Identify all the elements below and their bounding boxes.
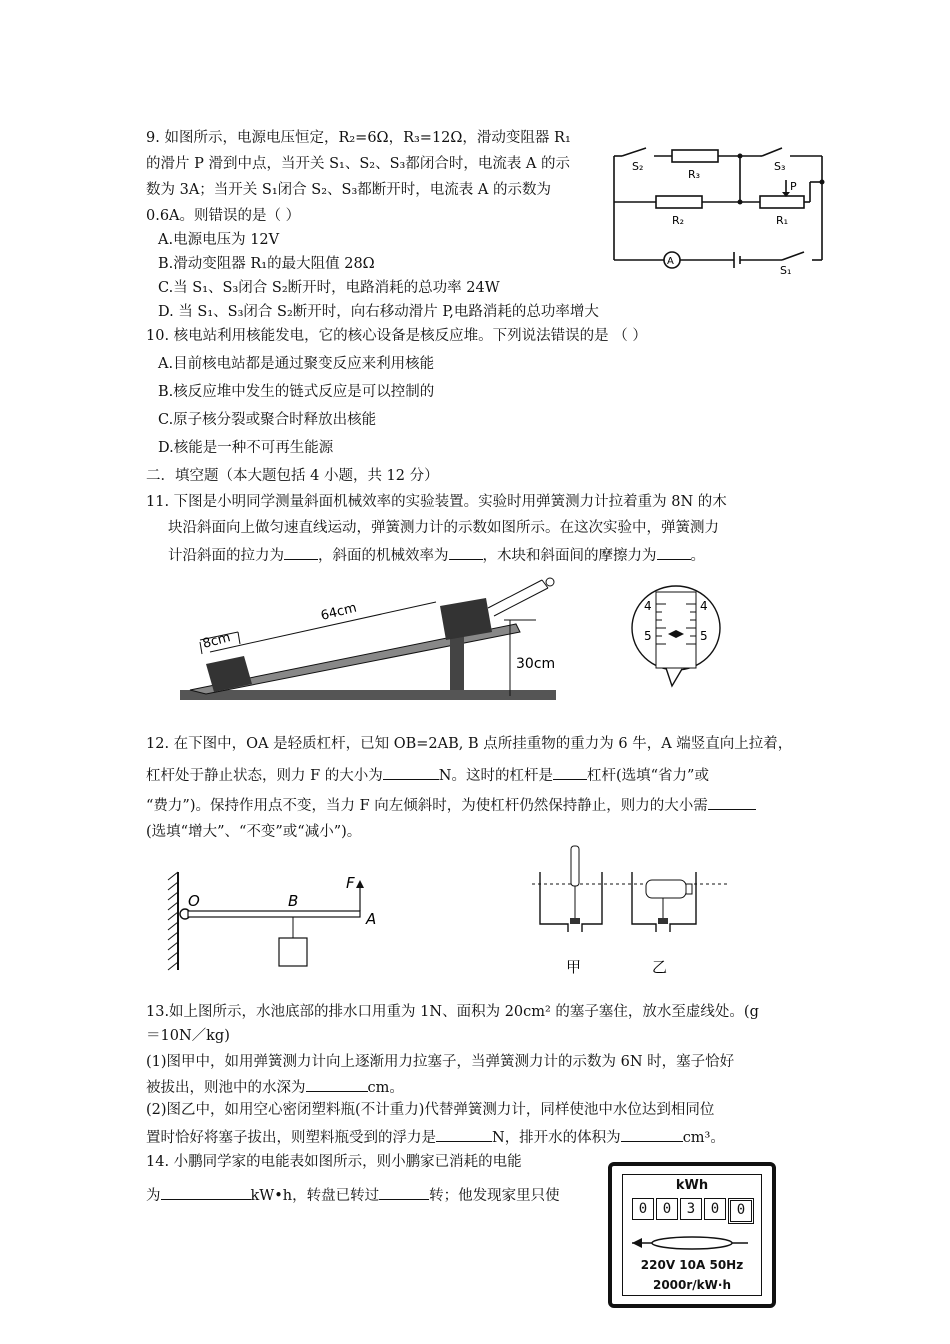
label-yi: 乙 [652, 958, 668, 976]
q12-line2-part3: 杠杆(选填“省力”或 [586, 768, 709, 784]
q13-line4-unit: cm。 [367, 1080, 404, 1096]
incline-figure [176, 570, 566, 710]
q9-option-b: B.滑动变阻器 R₁的最大阻值 28Ω [158, 256, 375, 272]
q12-blank-lever-type[interactable] [553, 764, 587, 780]
q12-line3 [146, 794, 756, 816]
q9-option-c: C.当 S₁、S₃闭合 S₂断开时，电路消耗的总功率 24W [158, 280, 500, 296]
q9-option-d: D. 当 S₁、S₃闭合 S₂断开时，向右移动滑片 P,电路消耗的总功率增大 [158, 304, 599, 320]
tick-5-left: 5 [644, 629, 652, 643]
q13-line6 [146, 1126, 725, 1148]
label-s2: S₂ [632, 160, 644, 173]
q11-line2: 块沿斜面向上做匀速直线运动，弹簧测力计的示数如图所示。在这次实验中，弹簧测力 [168, 520, 719, 536]
q10-option-a: A.目前核电站都是通过聚变反应来利用核能 [158, 356, 435, 372]
q14-line2-part3: 转；他发现家里只使 [429, 1188, 560, 1204]
q13-blank-volume[interactable] [621, 1126, 683, 1142]
meter-constant: 2000r/kW·h [652, 1278, 732, 1292]
q12-line2 [146, 764, 709, 786]
label-r2: R₂ [672, 214, 685, 227]
q11-line3-part2: ，斜面的机械效率为 [318, 548, 449, 564]
spring-scale-zoom [626, 582, 736, 692]
q12-line2-part2: N。这时的杠杆是 [438, 768, 553, 784]
lever-figure [164, 868, 394, 978]
meter-digits [632, 1198, 754, 1224]
label-30cm: 30cm [516, 656, 556, 672]
q14-blank-turns[interactable] [379, 1184, 429, 1200]
label-p: P [790, 180, 797, 193]
q14-line1: 14. 小鹏同学家的电能表如图所示，则小鹏家已消耗的电能 [146, 1154, 522, 1170]
meter-digit: 0 [704, 1198, 726, 1220]
meter-digit: 3 [680, 1198, 702, 1220]
label-64cm: 64cm [319, 600, 359, 624]
q12-line4: (选填“增大”、“不变”或“减小”)。 [146, 824, 362, 840]
label-f: F [346, 874, 355, 892]
circuit-diagram [610, 140, 830, 280]
meter-unit: kWh [675, 1178, 709, 1193]
meter-rating: 220V 10A 50Hz [640, 1258, 744, 1272]
q14-line2-part2: kW•h，转盘已转过 [250, 1188, 380, 1204]
q13-line2: ＝10N／kg) [146, 1028, 230, 1044]
q11-blank-friction[interactable] [657, 544, 691, 560]
section-heading: 二．填空题（本大题包括 4 小题，共 12 分） [146, 468, 439, 484]
tick-4-left: 4 [644, 599, 652, 613]
q11-line3 [168, 544, 705, 566]
q13-blank-buoyancy[interactable] [436, 1126, 492, 1142]
q14-line2 [146, 1184, 560, 1206]
q12-blank-force[interactable] [383, 764, 439, 780]
q11-line1: 11. 下图是小明同学测量斜面机械效率的实验装置。实验时用弹簧测力计拉着重为 8N 的木 [146, 494, 727, 510]
q12-blank-change[interactable] [708, 794, 756, 810]
q13-line5: (2)图乙中，如用空心密闭塑料瓶(不计重力)代替弹簧测力计，同样使池中水位达到相同位 [146, 1102, 715, 1118]
q9-line4: 0.6A。则错误的是（ ） [146, 208, 301, 224]
label-r1: R₁ [776, 214, 789, 227]
q12-line3-text: “费力”)。保持作用点不变，当力 F 向左倾斜时，为使杠杆仍然保持静止，则力的大小需 [146, 798, 708, 814]
label-o: O [188, 892, 200, 910]
meter-digit: 0 [632, 1198, 654, 1220]
label-b: B [288, 892, 299, 910]
q11-line3-part1: 计沿斜面的拉力为 [168, 548, 284, 564]
q12-line2-part1: 杠杆处于静止状态，则力 F 的大小为 [146, 768, 383, 784]
meter-disc-icon [630, 1230, 754, 1256]
q9-line1: 9. 如图所示，电源电压恒定，R₂=6Ω，R₃=12Ω，滑动变阻器 R₁ [146, 130, 571, 146]
q11-line3-part4: 。 [690, 548, 705, 564]
q10-option-b: B.核反应堆中发生的链式反应是可以控制的 [158, 384, 435, 400]
label-r3: R₃ [688, 168, 701, 181]
q9-line3: 数为 3A；当开关 S₁闭合 S₂、S₃都断开时，电流表 A 的示数为 [146, 182, 551, 198]
q13-line3: (1)图甲中，如用弹簧测力计向上逐渐用力拉塞子，当弹簧测力计的示数为 6N 时，塞子恰好 [146, 1054, 735, 1070]
q9-option-a: A.电源电压为 12V [158, 232, 280, 248]
q13-line6-part3: cm³。 [682, 1130, 725, 1146]
meter-digit-decimal: 0 [728, 1198, 754, 1224]
q10-option-d: D.核能是一种不可再生能源 [158, 440, 334, 456]
q13-blank-depth[interactable] [306, 1076, 368, 1092]
label-s1: S₁ [780, 264, 792, 277]
q11-blank-efficiency[interactable] [449, 544, 483, 560]
label-a: A [366, 910, 377, 928]
q9-line2: 的滑片 P 滑到中点，当开关 S₁、S₂、S₃都闭合时，电流表 A 的示 [146, 156, 571, 172]
q13-line6-part1: 置时恰好将塞子拔出，则塑料瓶受到的浮力是 [146, 1130, 436, 1146]
q10-stem: 10. 核电站利用核能发电，它的核心设备是核反应堆。下列说法错误的是 （ ） [146, 328, 647, 344]
label-jia: 甲 [566, 958, 582, 976]
tick-5-right: 5 [700, 629, 708, 643]
q14-blank-energy[interactable] [161, 1184, 251, 1200]
q13-line4 [146, 1076, 404, 1098]
meter-digit: 0 [656, 1198, 678, 1220]
tick-4-right: 4 [700, 599, 708, 613]
q13-line6-part2: N，排开水的体积为 [492, 1130, 621, 1146]
q14-line2-part1: 为 [146, 1188, 161, 1204]
label-s3: S₃ [774, 160, 786, 173]
q13-line4-text: 被拔出，则池中的水深为 [146, 1080, 306, 1096]
q13-line1: 13.如上图所示，水池底部的排水口用重为 1N、面积为 20cm² 的塞子塞住，放水至虚线处。(g [146, 1004, 759, 1020]
ammeter-icon: A [667, 256, 674, 267]
electricity-meter [608, 1162, 776, 1308]
q11-blank-force[interactable] [284, 544, 318, 560]
q11-line3-part3: ，木块和斜面间的摩擦力为 [482, 548, 657, 564]
tanks-figure [530, 842, 730, 982]
q12-line1: 12. 在下图中，OA 是轻质杠杆，已知 OB=2AB, B 点所挂重物的重力为 6 牛，A 端竖直向上拉着， [146, 736, 793, 752]
q10-option-c: C.原子核分裂或聚合时释放出核能 [158, 412, 377, 428]
label-8cm: 8cm [201, 630, 233, 652]
